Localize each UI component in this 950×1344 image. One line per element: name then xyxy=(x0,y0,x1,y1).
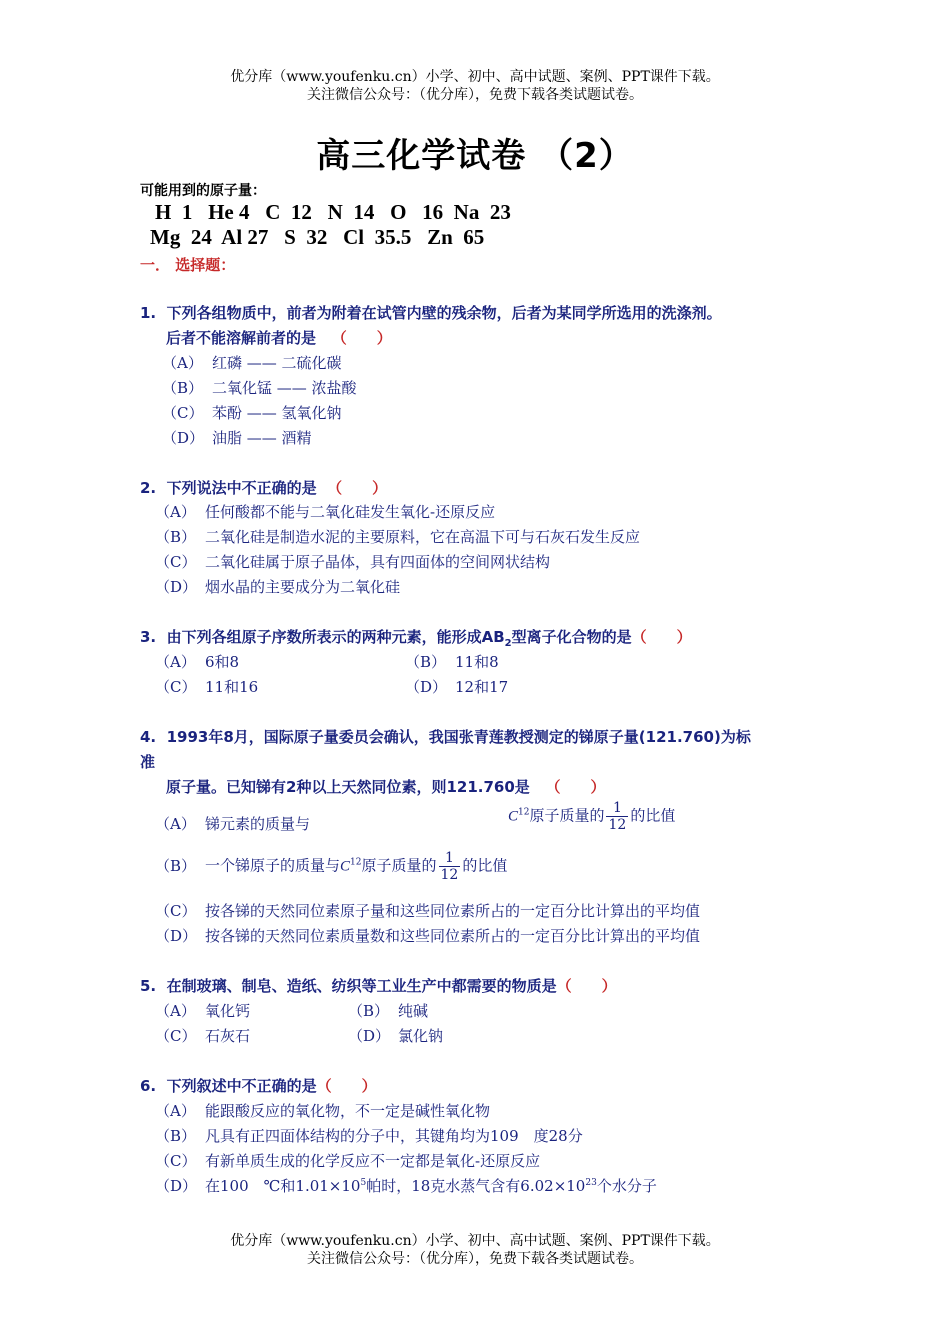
answer-paren: （ ） xyxy=(556,977,617,995)
answer-paren: （ ） xyxy=(327,479,388,497)
question-5-option-d: （D） 氯化钠 xyxy=(348,1027,444,1045)
question-6-stem: 6. 下列叙述中不正确的是（ ） xyxy=(140,1077,377,1095)
fraction-one-twelfth: $\frac{1}{12}$ xyxy=(440,850,459,883)
section-heading: 一． 选择题： xyxy=(140,256,236,274)
atomic-mass-label: 可能用到的原子量： xyxy=(140,183,266,199)
question-2-option-a: （A） 任何酸都不能与二氧化硅发生氧化-还原反应 xyxy=(155,503,496,521)
question-6-option-d: （D） 在100 ℃和$1.01\times 10^5$帕时，18克水蒸气含有$6.02\times 10^{23}$个水分子 xyxy=(155,1177,657,1195)
question-2-option-c: （C） 二氧化硅属于原子晶体，具有四面体的空间网状结构 xyxy=(155,553,551,571)
question-1-option-d: （D） 油脂 —— 酒精 xyxy=(162,429,312,447)
question-4-option-d: （D） 按各锑的天然同位素质量数和这些同位素所占的一定百分比计算出的平均值 xyxy=(155,927,701,945)
question-2-option-b: （B） 二氧化硅是制造水泥的主要原料，它在高温下可与石灰石发生反应 xyxy=(155,528,641,546)
header-line-2: 关注微信公众号：（优分库），免费下载各类试题试卷。 xyxy=(307,87,643,103)
question-5-option-a: （A） 氧化钙 xyxy=(155,1002,251,1020)
question-1-stem-2: 后者不能溶解前者的是 （ ） xyxy=(166,329,392,347)
question-3-option-b: （B） 11和8 xyxy=(405,653,499,671)
question-4-option-c: （C） 按各锑的天然同位素原子量和这些同位素所占的一定百分比计算出的平均值 xyxy=(155,902,701,920)
question-5-option-c: （C） 石灰石 xyxy=(155,1027,251,1045)
question-2-stem: 2. 下列说法中不正确的是 （ ） xyxy=(140,479,388,497)
question-1-stem: 1. 下列各组物质中，前者为附着在试管内壁的残余物，后者为某同学所选用的洗涤剂。 xyxy=(140,304,722,322)
question-6-option-b: （B） 凡具有正四面体结构的分子中，其键角均为109 度28分 xyxy=(155,1127,583,1145)
question-5-option-b: （B） 纯碱 xyxy=(348,1002,429,1020)
question-3-option-c: （C） 11和16 xyxy=(155,678,259,696)
page-title: 高三化学试卷 （2） xyxy=(316,136,634,176)
answer-paren: （ ） xyxy=(545,778,606,796)
question-3-option-d: （D） 12和17 xyxy=(405,678,509,696)
atomic-mass-line-1: H 1 He 4 C 12 N 14 O 16 Na 23 xyxy=(155,200,511,224)
question-4-stem-cont: 准 xyxy=(140,753,156,771)
question-4-option-b: （B） 一个锑原子的质量与$C^{12}$原子质量的 $\frac{1}{12}$ 的比值 xyxy=(155,850,508,883)
question-5-stem: 5. 在制玻璃、制皂、造纸、纺织等工业生产中都需要的物质是（ ） xyxy=(140,977,617,995)
footer-line-1: 优分库（www.youfenku.cn）小学、初中、高中试题、案例、PPT课件下载。 xyxy=(230,1233,720,1249)
question-4-stem: 4. 1993年8月，国际原子量委员会确认，我国张青莲教授测定的锑原子量(121.760)为标 xyxy=(140,728,751,746)
question-3-option-a: （A） 6和8 xyxy=(155,653,240,671)
question-1-option-b: （B） 二氧化锰 —— 浓盐酸 xyxy=(162,379,357,397)
atomic-mass-line-2: Mg 24 Al 27 S 32 Cl 35.5 Zn 65 xyxy=(150,225,485,249)
question-3-stem: 3. 由下列各组原子序数所表示的两种元素，能形成$AB_2$型离子化合物的是（ ） xyxy=(140,628,692,649)
fraction-one-twelfth: $\frac{1}{12}$ xyxy=(608,800,627,833)
answer-paren: （ ） xyxy=(631,628,692,646)
header-line-1: 优分库（www.youfenku.cn）小学、初中、高中试题、案例、PPT课件下载。 xyxy=(230,69,720,85)
question-1-option-a: （A） 红磷 —— 二硫化碳 xyxy=(162,354,342,372)
question-6-option-c: （C） 有新单质生成的化学反应不一定都是氧化-还原反应 xyxy=(155,1152,541,1170)
footer-line-2: 关注微信公众号：（优分库），免费下载各类试题试卷。 xyxy=(307,1251,643,1267)
question-4-option-a-text: （A） 锑元素的质量与 xyxy=(155,815,311,833)
question-4-stem-2: 原子量。已知锑有2种以上天然同位素，则121.760是 （ ） xyxy=(166,778,606,796)
answer-paren: （ ） xyxy=(316,1077,377,1095)
answer-paren: （ ） xyxy=(331,329,392,347)
question-1-option-c: （C） 苯酚 —— 氢氧化钠 xyxy=(162,404,342,422)
question-2-option-d: （D） 烟水晶的主要成分为二氧化硅 xyxy=(155,578,401,596)
question-6-option-a: （A） 能跟酸反应的氧化物，不一定是碱性氧化物 xyxy=(155,1102,491,1120)
question-4-option-a-formula: $C^{12}$原子质量的 $\frac{1}{12}$ 的比值 xyxy=(508,800,676,833)
